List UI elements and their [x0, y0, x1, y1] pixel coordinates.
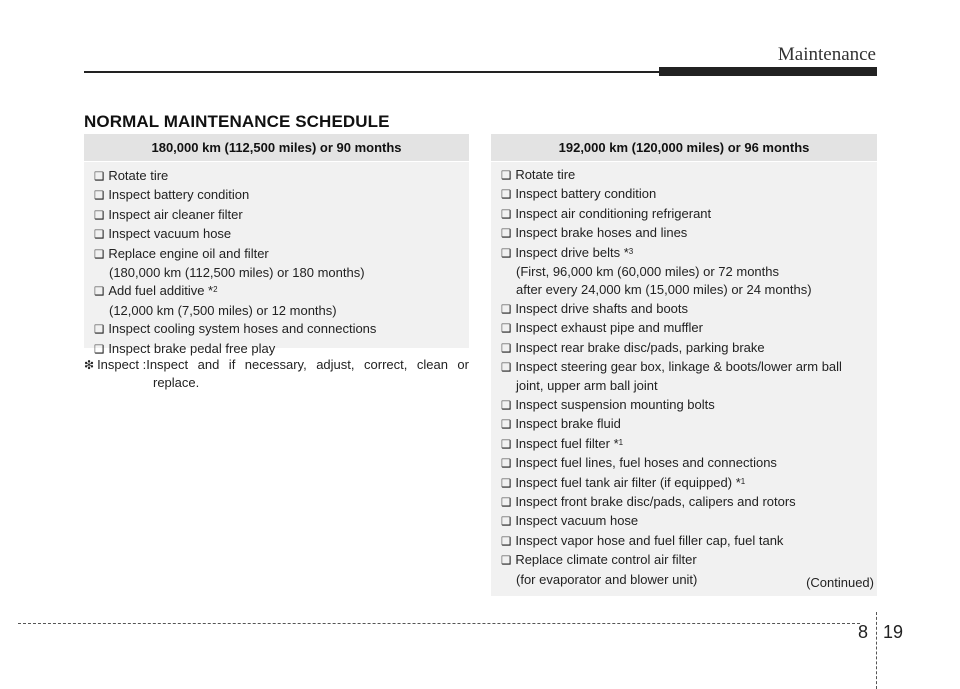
- checkbox-icon: ❑: [501, 303, 512, 316]
- footnote-symbol: ❇: [84, 358, 95, 372]
- list-item-text: Inspect battery condition: [515, 186, 657, 202]
- checkbox-icon: ❑: [94, 171, 105, 183]
- header-title: Maintenance: [777, 44, 876, 65]
- checkbox-icon: ❑: [501, 399, 512, 412]
- list-item-text: Inspect vacuum hose: [108, 226, 232, 242]
- list-item: [491, 358, 877, 377]
- list-item: [491, 339, 877, 358]
- section-title: NORMAL MAINTENANCE SCHEDULE: [84, 112, 390, 131]
- checkbox-icon: ❑: [94, 324, 105, 337]
- list-item: [491, 415, 877, 434]
- list-item-detail: [491, 281, 877, 299]
- footnote-continuation: replace.: [153, 375, 200, 390]
- checkbox-icon: ❑: [501, 228, 512, 241]
- footnote-text: Inspect and if necessary, adjust, correct, clean or: [146, 357, 469, 372]
- list-item-text: Inspect cooling system hoses and connections: [108, 321, 377, 337]
- list-item: [84, 225, 469, 244]
- list-item-text: (180,000 km (112,500 miles) or 180 months): [109, 265, 365, 281]
- list-item: [491, 512, 877, 531]
- checkbox-icon: ❑: [501, 419, 512, 432]
- checkbox-icon: ❑: [501, 477, 512, 490]
- panel-heading: 180,000 km (112,500 miles) or 90 months: [84, 134, 469, 162]
- list-item-text: Inspect fuel lines, fuel hoses and connections: [515, 455, 777, 471]
- list-item-detail: [491, 263, 877, 281]
- checkbox-icon: ❑: [94, 286, 105, 299]
- checkbox-icon: ❑: [94, 190, 105, 203]
- list-item-text: Inspect air conditioning refrigerant: [515, 205, 712, 221]
- footnote-reference: 1: [618, 437, 624, 447]
- checkbox-icon: ❑: [501, 458, 512, 471]
- page-number: 19: [883, 622, 904, 642]
- checkbox-icon: ❑: [94, 209, 105, 222]
- list-item-detail: [84, 264, 469, 282]
- list-item-text: (for evaporator and blower unit): [516, 571, 698, 587]
- list-item: [491, 185, 877, 204]
- list-item-text: Inspect brake hoses and lines: [515, 225, 688, 241]
- list-item-text: after every 24,000 km (15,000 miles) or 24 months): [516, 282, 812, 298]
- list-item: [84, 320, 469, 339]
- checkbox-icon: ❑: [501, 535, 512, 548]
- list-item: [491, 551, 877, 570]
- list-item-text: Inspect fuel tank air filter (if equipped) *: [515, 474, 741, 490]
- list-item-text: Inspect battery condition: [108, 187, 250, 203]
- list-item: [491, 474, 877, 493]
- list-item: [84, 206, 469, 225]
- list-item: [491, 396, 877, 415]
- footnote-reference: 3: [628, 246, 634, 256]
- checkbox-icon: ❑: [501, 362, 512, 375]
- list-item-text: joint, upper arm ball joint: [516, 378, 658, 394]
- list-item: [84, 167, 469, 186]
- list-item: [491, 224, 877, 243]
- list-item-text: Inspect rear brake disc/pads, parking brake: [515, 339, 765, 355]
- checkbox-icon: ❑: [501, 516, 512, 529]
- chapter-number: 8: [858, 622, 869, 642]
- maintenance-item-list: [491, 162, 877, 589]
- list-item-text: Inspect suspension mounting bolts: [515, 396, 715, 412]
- list-item-text: Inspect exhaust pipe and muffler: [515, 320, 703, 336]
- list-item: [84, 282, 469, 301]
- list-item-text: (12,000 km (7,500 miles) or 12 months): [109, 302, 337, 318]
- footer-rule: [18, 623, 860, 624]
- footnote-label: Inspect :: [97, 357, 147, 372]
- checkbox-icon: ❑: [501, 342, 512, 355]
- checkbox-icon: ❑: [501, 247, 512, 260]
- list-item: [491, 493, 877, 512]
- list-item-text: Inspect brake fluid: [515, 416, 621, 432]
- maintenance-item-list: [84, 162, 469, 359]
- list-item-text: (First, 96,000 km (60,000 miles) or 72 months: [516, 264, 779, 280]
- schedule-panel-180000km: [84, 134, 469, 356]
- checkbox-icon: ❑: [501, 323, 512, 336]
- checkbox-icon: ❑: [501, 189, 512, 202]
- list-item: [84, 245, 469, 264]
- list-item-text: Inspect air cleaner filter: [108, 206, 243, 222]
- list-item-text: Replace climate control air filter: [515, 552, 697, 568]
- continued-note: (Continued): [806, 575, 874, 590]
- list-item-text: Rotate tire: [515, 167, 576, 182]
- list-item-text: Inspect drive belts *: [515, 244, 629, 260]
- list-item-text: Inspect front brake disc/pads, calipers and rotors: [515, 493, 796, 509]
- checkbox-icon: ❑: [94, 248, 105, 261]
- header-rule-bar: [659, 67, 877, 76]
- list-item-detail: [84, 302, 469, 320]
- list-item: [491, 319, 877, 338]
- checkbox-icon: ❑: [501, 555, 512, 568]
- list-item: [491, 205, 877, 224]
- list-item-text: Replace engine oil and filter: [108, 245, 269, 261]
- list-item: [491, 454, 877, 473]
- footnote-reference: 2: [213, 285, 218, 295]
- list-item: [491, 435, 877, 454]
- list-item: [491, 244, 877, 263]
- list-item-text: Inspect fuel filter *: [515, 435, 619, 451]
- list-item-detail: [491, 377, 877, 395]
- checkbox-icon: ❑: [501, 208, 512, 221]
- checkbox-icon: ❑: [501, 438, 512, 451]
- footnote: [84, 356, 469, 392]
- checkbox-icon: ❑: [94, 343, 105, 356]
- checkbox-icon: ❑: [501, 170, 512, 182]
- list-item-text: Add fuel additive *: [108, 283, 214, 299]
- list-item: [491, 300, 877, 319]
- checkbox-icon: ❑: [501, 496, 512, 509]
- list-item: [491, 166, 877, 185]
- page-number-divider: [876, 612, 877, 689]
- list-item-text: Inspect steering gear box, linkage & boots/lower arm ball: [515, 359, 842, 375]
- list-item-text: Inspect vapor hose and fuel filler cap, fuel tank: [515, 532, 784, 548]
- list-item-text: Inspect drive shafts and boots: [515, 300, 689, 316]
- panel-heading: 192,000 km (120,000 miles) or 96 months: [491, 134, 877, 162]
- list-item: [491, 532, 877, 551]
- list-item-text: Inspect vacuum hose: [515, 513, 639, 529]
- header-rule: [84, 71, 659, 73]
- footnote-reference: 1: [740, 476, 746, 486]
- checkbox-icon: ❑: [94, 229, 105, 242]
- list-item-text: Rotate tire: [108, 168, 169, 183]
- list-item-text: Inspect brake pedal free play: [108, 340, 276, 356]
- list-item: [84, 186, 469, 205]
- schedule-panel-192000km: [491, 134, 877, 596]
